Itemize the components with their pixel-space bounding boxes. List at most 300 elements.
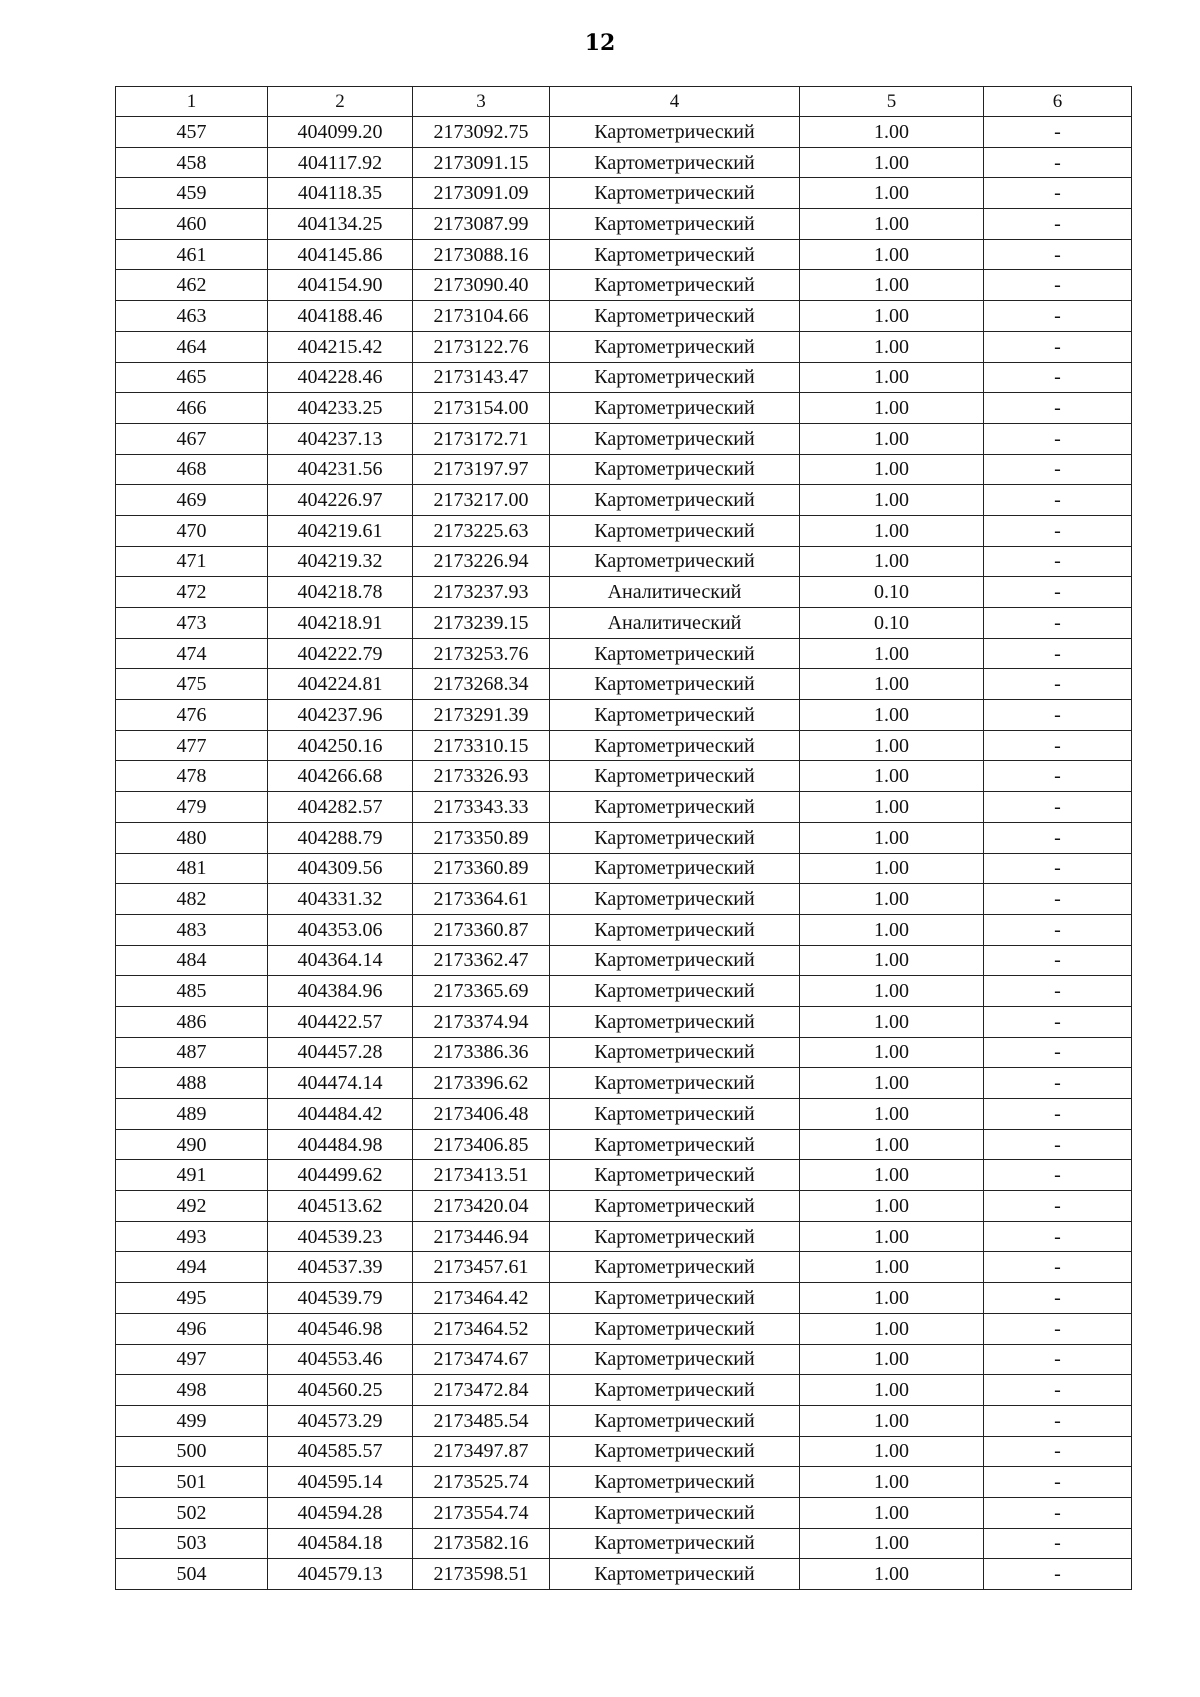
table-row [116,1467,1132,1498]
note-cell: - [984,1344,1132,1375]
method-cell: Картометрический [550,454,800,485]
method-cell: Картометрический [550,1283,800,1314]
x-coordinate-cell: 404228.46 [268,362,413,393]
note-cell: - [984,577,1132,608]
note-cell: - [984,914,1132,945]
table-header [116,87,1132,117]
point-number-cell: 502 [116,1497,268,1528]
y-coordinate-cell: 2173497.87 [413,1436,550,1467]
note-cell: - [984,638,1132,669]
note-cell: - [984,1221,1132,1252]
accuracy-cell: 1.00 [800,884,984,915]
table-row [116,1528,1132,1559]
y-coordinate-cell: 2173088.16 [413,239,550,270]
x-coordinate-cell: 404237.96 [268,700,413,731]
y-coordinate-cell: 2173360.87 [413,914,550,945]
x-coordinate-cell: 404537.39 [268,1252,413,1283]
x-coordinate-cell: 404266.68 [268,761,413,792]
y-coordinate-cell: 2173092.75 [413,117,550,148]
table-row [116,976,1132,1007]
x-coordinate-cell: 404188.46 [268,301,413,332]
point-number-cell: 493 [116,1221,268,1252]
coordinates-table [115,86,1132,1590]
accuracy-cell: 1.00 [800,792,984,823]
accuracy-cell: 1.00 [800,1436,984,1467]
method-cell: Картометрический [550,393,800,424]
table-row [116,454,1132,485]
y-coordinate-cell: 2173091.09 [413,178,550,209]
y-coordinate-cell: 2173172.71 [413,423,550,454]
method-cell: Картометрический [550,1344,800,1375]
accuracy-cell: 1.00 [800,1099,984,1130]
x-coordinate-cell: 404219.32 [268,546,413,577]
y-coordinate-cell: 2173485.54 [413,1405,550,1436]
table-row [116,209,1132,240]
y-coordinate-cell: 2173374.94 [413,1006,550,1037]
method-cell: Картометрический [550,1405,800,1436]
method-cell: Картометрический [550,638,800,669]
table-row [116,117,1132,148]
point-number-cell: 469 [116,485,268,516]
method-cell: Картометрический [550,914,800,945]
method-cell: Картометрический [550,700,800,731]
point-number-cell: 481 [116,853,268,884]
note-cell: - [984,515,1132,546]
accuracy-cell: 1.00 [800,1068,984,1099]
x-coordinate-cell: 404474.14 [268,1068,413,1099]
point-number-cell: 480 [116,822,268,853]
table-row [116,331,1132,362]
method-cell: Картометрический [550,209,800,240]
y-coordinate-cell: 2173525.74 [413,1467,550,1498]
note-cell: - [984,1436,1132,1467]
x-coordinate-cell: 404353.06 [268,914,413,945]
method-cell: Картометрический [550,485,800,516]
y-coordinate-cell: 2173291.39 [413,700,550,731]
point-number-cell: 499 [116,1405,268,1436]
accuracy-cell: 1.00 [800,362,984,393]
accuracy-cell: 1.00 [800,331,984,362]
note-cell: - [984,976,1132,1007]
note-cell: - [984,1313,1132,1344]
point-number-cell: 503 [116,1528,268,1559]
y-coordinate-cell: 2173090.40 [413,270,550,301]
y-coordinate-cell: 2173464.52 [413,1313,550,1344]
y-coordinate-cell: 2173406.48 [413,1099,550,1130]
y-coordinate-cell: 2173239.15 [413,608,550,639]
table-row [116,485,1132,516]
note-cell: - [984,1283,1132,1314]
y-coordinate-cell: 2173420.04 [413,1191,550,1222]
x-coordinate-cell: 404422.57 [268,1006,413,1037]
accuracy-cell: 1.00 [800,178,984,209]
note-cell: - [984,485,1132,516]
accuracy-cell: 1.00 [800,1191,984,1222]
table-row [116,1313,1132,1344]
point-number-cell: 460 [116,209,268,240]
note-cell: - [984,239,1132,270]
x-coordinate-cell: 404584.18 [268,1528,413,1559]
accuracy-cell: 1.00 [800,239,984,270]
note-cell: - [984,1006,1132,1037]
point-number-cell: 465 [116,362,268,393]
point-number-cell: 479 [116,792,268,823]
table-row [116,1436,1132,1467]
y-coordinate-cell: 2173326.93 [413,761,550,792]
x-coordinate-cell: 404573.29 [268,1405,413,1436]
method-cell: Картометрический [550,1191,800,1222]
y-coordinate-cell: 2173365.69 [413,976,550,1007]
method-cell: Картометрический [550,822,800,853]
method-cell: Картометрический [550,1559,800,1590]
y-coordinate-cell: 2173362.47 [413,945,550,976]
accuracy-cell: 1.00 [800,147,984,178]
note-cell: - [984,1129,1132,1160]
table-row [116,515,1132,546]
accuracy-cell: 1.00 [800,454,984,485]
note-cell: - [984,730,1132,761]
column-header-3: 3 [413,87,550,117]
point-number-cell: 495 [116,1283,268,1314]
method-cell: Картометрический [550,1160,800,1191]
accuracy-cell: 1.00 [800,1283,984,1314]
x-coordinate-cell: 404553.46 [268,1344,413,1375]
method-cell: Картометрический [550,1497,800,1528]
table-body [116,117,1132,1590]
table-row [116,362,1132,393]
y-coordinate-cell: 2173554.74 [413,1497,550,1528]
x-coordinate-cell: 404384.96 [268,976,413,1007]
method-cell: Картометрический [550,1129,800,1160]
table-row [116,577,1132,608]
method-cell: Картометрический [550,761,800,792]
note-cell: - [984,669,1132,700]
accuracy-cell: 1.00 [800,1375,984,1406]
x-coordinate-cell: 404099.20 [268,117,413,148]
method-cell: Картометрический [550,1375,800,1406]
table-row [116,1160,1132,1191]
note-cell: - [984,147,1132,178]
x-coordinate-cell: 404237.13 [268,423,413,454]
method-cell: Картометрический [550,1436,800,1467]
y-coordinate-cell: 2173598.51 [413,1559,550,1590]
note-cell: - [984,1375,1132,1406]
point-number-cell: 488 [116,1068,268,1099]
point-number-cell: 461 [116,239,268,270]
method-cell: Картометрический [550,331,800,362]
accuracy-cell: 1.00 [800,822,984,853]
x-coordinate-cell: 404154.90 [268,270,413,301]
table-row [116,1129,1132,1160]
method-cell: Аналитический [550,608,800,639]
accuracy-cell: 1.00 [800,1344,984,1375]
note-cell: - [984,761,1132,792]
note-cell: - [984,1191,1132,1222]
table-row [116,147,1132,178]
y-coordinate-cell: 2173343.33 [413,792,550,823]
y-coordinate-cell: 2173197.97 [413,454,550,485]
note-cell: - [984,945,1132,976]
page-number: 12 [584,30,616,56]
accuracy-cell: 1.00 [800,976,984,1007]
note-cell: - [984,1160,1132,1191]
point-number-cell: 482 [116,884,268,915]
y-coordinate-cell: 2173091.15 [413,147,550,178]
accuracy-cell: 1.00 [800,485,984,516]
table-row [116,423,1132,454]
method-cell: Картометрический [550,1037,800,1068]
table-row [116,1099,1132,1130]
note-cell: - [984,331,1132,362]
table-row [116,178,1132,209]
method-cell: Картометрический [550,270,800,301]
method-cell: Картометрический [550,362,800,393]
method-cell: Картометрический [550,239,800,270]
x-coordinate-cell: 404457.28 [268,1037,413,1068]
note-cell: - [984,1528,1132,1559]
method-cell: Картометрический [550,1006,800,1037]
x-coordinate-cell: 404288.79 [268,822,413,853]
column-header-4: 4 [550,87,800,117]
table-row [116,669,1132,700]
method-cell: Картометрический [550,884,800,915]
table-row [116,1068,1132,1099]
y-coordinate-cell: 2173268.34 [413,669,550,700]
y-coordinate-cell: 2173474.67 [413,1344,550,1375]
point-number-cell: 494 [116,1252,268,1283]
point-number-cell: 490 [116,1129,268,1160]
table-row [116,608,1132,639]
accuracy-cell: 1.00 [800,117,984,148]
accuracy-cell: 1.00 [800,270,984,301]
accuracy-cell: 1.00 [800,1528,984,1559]
point-number-cell: 475 [116,669,268,700]
column-header-6: 6 [984,87,1132,117]
note-cell: - [984,1037,1132,1068]
x-coordinate-cell: 404145.86 [268,239,413,270]
x-coordinate-cell: 404215.42 [268,331,413,362]
table-row [116,638,1132,669]
method-cell: Картометрический [550,976,800,1007]
note-cell: - [984,1497,1132,1528]
point-number-cell: 473 [116,608,268,639]
column-header-5: 5 [800,87,984,117]
y-coordinate-cell: 2173143.47 [413,362,550,393]
point-number-cell: 483 [116,914,268,945]
x-coordinate-cell: 404560.25 [268,1375,413,1406]
note-cell: - [984,178,1132,209]
note-cell: - [984,608,1132,639]
method-cell: Картометрический [550,945,800,976]
note-cell: - [984,423,1132,454]
accuracy-cell: 1.00 [800,669,984,700]
table-row [116,792,1132,823]
method-cell: Картометрический [550,1528,800,1559]
point-number-cell: 477 [116,730,268,761]
note-cell: - [984,393,1132,424]
y-coordinate-cell: 2173310.15 [413,730,550,761]
point-number-cell: 497 [116,1344,268,1375]
method-cell: Картометрический [550,546,800,577]
accuracy-cell: 1.00 [800,1160,984,1191]
table-row [116,914,1132,945]
point-number-cell: 458 [116,147,268,178]
table-row [116,1191,1132,1222]
table-row [116,1006,1132,1037]
table-row [116,1283,1132,1314]
note-cell: - [984,822,1132,853]
x-coordinate-cell: 404218.78 [268,577,413,608]
method-cell: Картометрический [550,1068,800,1099]
x-coordinate-cell: 404250.16 [268,730,413,761]
table-row [116,853,1132,884]
y-coordinate-cell: 2173406.85 [413,1129,550,1160]
y-coordinate-cell: 2173087.99 [413,209,550,240]
table-row [116,301,1132,332]
x-coordinate-cell: 404224.81 [268,669,413,700]
note-cell: - [984,1405,1132,1436]
column-header-2: 2 [268,87,413,117]
point-number-cell: 467 [116,423,268,454]
table-row [116,761,1132,792]
note-cell: - [984,884,1132,915]
note-cell: - [984,1099,1132,1130]
note-cell: - [984,270,1132,301]
x-coordinate-cell: 404226.97 [268,485,413,516]
x-coordinate-cell: 404233.25 [268,393,413,424]
point-number-cell: 492 [116,1191,268,1222]
table-row [116,945,1132,976]
method-cell: Картометрический [550,730,800,761]
method-cell: Картометрический [550,117,800,148]
method-cell: Картометрический [550,147,800,178]
table-row [116,1559,1132,1590]
accuracy-cell: 0.10 [800,577,984,608]
y-coordinate-cell: 2173457.61 [413,1252,550,1283]
point-number-cell: 501 [116,1467,268,1498]
note-cell: - [984,362,1132,393]
point-number-cell: 466 [116,393,268,424]
accuracy-cell: 1.00 [800,1405,984,1436]
table-row [116,1497,1132,1528]
method-cell: Картометрический [550,792,800,823]
table-row [116,822,1132,853]
accuracy-cell: 1.00 [800,914,984,945]
note-cell: - [984,546,1132,577]
accuracy-cell: 1.00 [800,393,984,424]
point-number-cell: 462 [116,270,268,301]
point-number-cell: 457 [116,117,268,148]
point-number-cell: 504 [116,1559,268,1590]
point-number-cell: 463 [116,301,268,332]
table-row [116,546,1132,577]
accuracy-cell: 1.00 [800,1313,984,1344]
y-coordinate-cell: 2173386.36 [413,1037,550,1068]
note-cell: - [984,209,1132,240]
accuracy-cell: 1.00 [800,1006,984,1037]
point-number-cell: 470 [116,515,268,546]
method-cell: Картометрический [550,423,800,454]
method-cell: Аналитический [550,577,800,608]
table-row [116,1221,1132,1252]
table-row [116,1344,1132,1375]
accuracy-cell: 1.00 [800,1037,984,1068]
accuracy-cell: 1.00 [800,638,984,669]
note-cell: - [984,1252,1132,1283]
table-row [116,1405,1132,1436]
table-row [116,270,1132,301]
note-cell: - [984,1559,1132,1590]
note-cell: - [984,1467,1132,1498]
accuracy-cell: 1.00 [800,730,984,761]
x-coordinate-cell: 404499.62 [268,1160,413,1191]
point-number-cell: 468 [116,454,268,485]
x-coordinate-cell: 404222.79 [268,638,413,669]
point-number-cell: 484 [116,945,268,976]
point-number-cell: 464 [116,331,268,362]
accuracy-cell: 1.00 [800,1467,984,1498]
y-coordinate-cell: 2173154.00 [413,393,550,424]
method-cell: Картометрический [550,1252,800,1283]
accuracy-cell: 1.00 [800,700,984,731]
y-coordinate-cell: 2173253.76 [413,638,550,669]
point-number-cell: 486 [116,1006,268,1037]
y-coordinate-cell: 2173413.51 [413,1160,550,1191]
point-number-cell: 472 [116,577,268,608]
y-coordinate-cell: 2173104.66 [413,301,550,332]
method-cell: Картометрический [550,178,800,209]
note-cell: - [984,117,1132,148]
x-coordinate-cell: 404282.57 [268,792,413,823]
point-number-cell: 487 [116,1037,268,1068]
y-coordinate-cell: 2173226.94 [413,546,550,577]
x-coordinate-cell: 404513.62 [268,1191,413,1222]
accuracy-cell: 1.00 [800,209,984,240]
x-coordinate-cell: 404118.35 [268,178,413,209]
accuracy-cell: 1.00 [800,761,984,792]
y-coordinate-cell: 2173360.89 [413,853,550,884]
accuracy-cell: 1.00 [800,515,984,546]
x-coordinate-cell: 404595.14 [268,1467,413,1498]
x-coordinate-cell: 404594.28 [268,1497,413,1528]
x-coordinate-cell: 404331.32 [268,884,413,915]
method-cell: Картометрический [550,515,800,546]
method-cell: Картометрический [550,853,800,884]
accuracy-cell: 1.00 [800,1221,984,1252]
x-coordinate-cell: 404117.92 [268,147,413,178]
accuracy-cell: 0.10 [800,608,984,639]
x-coordinate-cell: 404219.61 [268,515,413,546]
method-cell: Картометрический [550,301,800,332]
method-cell: Картометрический [550,1467,800,1498]
table-row [116,239,1132,270]
point-number-cell: 459 [116,178,268,209]
x-coordinate-cell: 404309.56 [268,853,413,884]
table-row [116,1252,1132,1283]
point-number-cell: 476 [116,700,268,731]
column-header-1: 1 [116,87,268,117]
x-coordinate-cell: 404484.42 [268,1099,413,1130]
y-coordinate-cell: 2173225.63 [413,515,550,546]
accuracy-cell: 1.00 [800,945,984,976]
point-number-cell: 500 [116,1436,268,1467]
x-coordinate-cell: 404539.79 [268,1283,413,1314]
note-cell: - [984,700,1132,731]
point-number-cell: 496 [116,1313,268,1344]
accuracy-cell: 1.00 [800,301,984,332]
y-coordinate-cell: 2173237.93 [413,577,550,608]
table-row [116,884,1132,915]
